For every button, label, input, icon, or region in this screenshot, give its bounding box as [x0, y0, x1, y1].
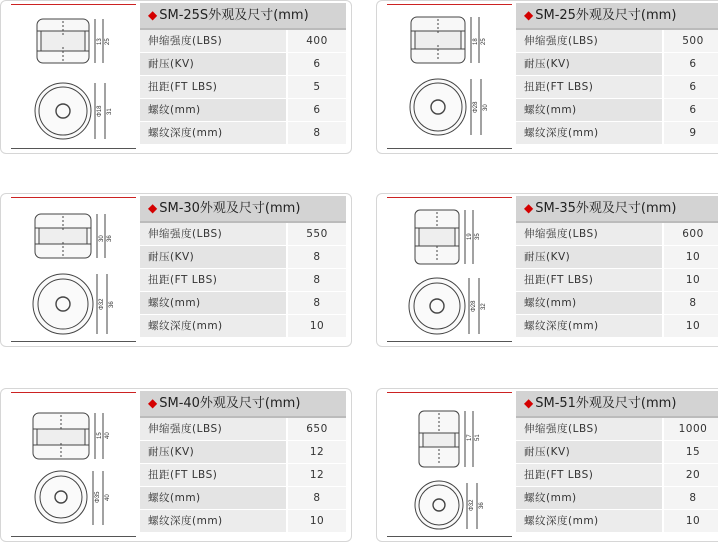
dimension-drawing: [385, 393, 515, 539]
table-row: [516, 122, 718, 145]
dim-label: 32: [481, 303, 487, 310]
dim-label: 13: [97, 38, 103, 45]
spec-title: ◆ SM-40外观及尺寸(mm): [140, 391, 346, 418]
table-row: [140, 99, 346, 122]
dim-label: 25: [105, 38, 111, 45]
row-value: 650: [286, 418, 346, 441]
spec-table: [516, 391, 718, 533]
row-label: 螺纹深度(mm): [140, 510, 286, 533]
table-row: [516, 99, 718, 122]
table-row: [140, 441, 346, 464]
product-card-sm51: [376, 388, 718, 542]
row-label: 伸缩强度(LBS): [516, 30, 662, 53]
dim-label: 18: [473, 38, 479, 45]
row-label: 伸缩强度(LBS): [516, 418, 662, 441]
dimension-drawing: [385, 198, 515, 344]
row-value: 12: [286, 441, 346, 464]
row-label: 耐压(KV): [140, 53, 286, 76]
base-rule: [387, 341, 512, 342]
table-row: [140, 510, 346, 533]
dim-label: Φ18: [97, 105, 103, 117]
red-rule: [387, 4, 512, 5]
row-value: 6: [662, 76, 718, 99]
dim-label: Φ32: [469, 499, 475, 511]
dim-label: 36: [479, 502, 485, 509]
row-value: 400: [286, 30, 346, 53]
dim-label: Φ28: [473, 101, 479, 113]
red-rule: [11, 392, 136, 393]
table-row: [516, 30, 718, 53]
row-value: 20: [662, 464, 718, 487]
table-row: [140, 292, 346, 315]
row-label: 螺纹(mm): [516, 487, 662, 510]
diamond-icon: ◆: [524, 201, 534, 215]
table-row: [516, 510, 718, 533]
dimension-drawing: [9, 198, 139, 344]
row-value: 10: [662, 246, 718, 269]
row-value: 15: [662, 441, 718, 464]
table-row: [140, 53, 346, 76]
spec-title: ◆ SM-51外观及尺寸(mm): [516, 391, 718, 418]
dim-label: 17: [467, 434, 473, 441]
table-row: [516, 292, 718, 315]
dim-label: 36: [107, 235, 113, 242]
dimension-drawing: [9, 393, 139, 539]
diamond-icon: ◆: [524, 8, 534, 22]
dim-label: 19: [467, 233, 473, 240]
spec-table: [140, 196, 346, 338]
row-value: 500: [662, 30, 718, 53]
table-row: [140, 246, 346, 269]
red-rule: [387, 197, 512, 198]
row-label: 螺纹(mm): [140, 99, 286, 122]
row-value: 5: [286, 76, 346, 99]
diamond-icon: ◆: [524, 396, 534, 410]
table-row: [140, 76, 346, 99]
dim-label: Φ35: [95, 491, 101, 503]
table-row: [516, 487, 718, 510]
row-value: 550: [286, 223, 346, 246]
row-label: 伸缩强度(LBS): [140, 418, 286, 441]
row-value: 8: [286, 269, 346, 292]
row-label: 耐压(KV): [140, 441, 286, 464]
red-rule: [387, 392, 512, 393]
row-label: 扭距(FT LBS): [516, 76, 662, 99]
product-card-sm30: [0, 193, 352, 347]
table-row: [516, 441, 718, 464]
spec-table: [140, 3, 346, 145]
dim-label: 40: [105, 494, 111, 501]
diamond-icon: ◆: [148, 396, 158, 410]
row-label: 螺纹(mm): [516, 99, 662, 122]
row-value: 6: [286, 99, 346, 122]
spec-table: [516, 3, 718, 145]
base-rule: [387, 536, 512, 537]
diamond-icon: ◆: [148, 8, 158, 22]
dim-label: 30: [483, 104, 489, 111]
row-label: 扭距(FT LBS): [140, 76, 286, 99]
base-rule: [11, 536, 136, 537]
dimension-drawing: [9, 5, 139, 151]
dim-label: 35: [475, 233, 481, 240]
row-label: 耐压(KV): [516, 441, 662, 464]
table-row: [516, 464, 718, 487]
table-row: [140, 122, 346, 145]
dim-label: 36: [109, 301, 115, 308]
row-value: 8: [662, 487, 718, 510]
row-label: 伸缩强度(LBS): [140, 223, 286, 246]
spec-title: ◆ SM-35外观及尺寸(mm): [516, 196, 718, 223]
red-rule: [11, 197, 136, 198]
row-value: 12: [286, 464, 346, 487]
table-row: [140, 269, 346, 292]
spec-table: [516, 196, 718, 338]
dim-label: Φ32: [99, 298, 105, 310]
table-row: [516, 223, 718, 246]
row-value: 10: [662, 510, 718, 533]
spec-table: [140, 391, 346, 533]
product-card-sm40: [0, 388, 352, 542]
product-card-sm25: [376, 0, 718, 154]
row-label: 伸缩强度(LBS): [140, 30, 286, 53]
row-value: 10: [286, 315, 346, 338]
row-value: 8: [286, 487, 346, 510]
red-rule: [11, 4, 136, 5]
row-value: 6: [662, 99, 718, 122]
row-label: 扭距(FT LBS): [140, 464, 286, 487]
row-label: 扭距(FT LBS): [516, 464, 662, 487]
row-label: 耐压(KV): [516, 246, 662, 269]
diamond-icon: ◆: [148, 201, 158, 215]
table-row: [140, 30, 346, 53]
dim-label: Φ28: [471, 300, 477, 312]
row-value: 8: [662, 292, 718, 315]
table-row: [140, 487, 346, 510]
row-label: 螺纹(mm): [516, 292, 662, 315]
row-label: 耐压(KV): [140, 246, 286, 269]
base-rule: [11, 148, 136, 149]
row-label: 螺纹(mm): [140, 292, 286, 315]
table-row: [516, 315, 718, 338]
spec-title: ◆ SM-30外观及尺寸(mm): [140, 196, 346, 223]
row-value: 8: [286, 122, 346, 145]
dim-label: 31: [107, 108, 113, 115]
row-value: 8: [286, 292, 346, 315]
dim-label: 15: [97, 432, 103, 439]
row-value: 9: [662, 122, 718, 145]
row-label: 螺纹(mm): [140, 487, 286, 510]
table-row: [516, 269, 718, 292]
table-row: [516, 53, 718, 76]
row-value: 10: [662, 269, 718, 292]
spec-title: ◆ SM-25S外观及尺寸(mm): [140, 3, 346, 30]
row-label: 耐压(KV): [516, 53, 662, 76]
base-rule: [387, 148, 512, 149]
row-label: 扭距(FT LBS): [516, 269, 662, 292]
row-value: 8: [286, 246, 346, 269]
table-row: [140, 223, 346, 246]
dim-label: 51: [475, 434, 481, 441]
row-value: 6: [662, 53, 718, 76]
row-label: 扭距(FT LBS): [140, 269, 286, 292]
row-value: 10: [286, 510, 346, 533]
row-value: 1000: [662, 418, 718, 441]
row-label: 螺纹深度(mm): [516, 315, 662, 338]
dim-label: 40: [105, 432, 111, 439]
row-value: 6: [286, 53, 346, 76]
dim-label: 25: [481, 38, 487, 45]
row-value: 10: [662, 315, 718, 338]
row-label: 螺纹深度(mm): [516, 122, 662, 145]
table-row: [516, 76, 718, 99]
dimension-drawing: [385, 5, 515, 151]
row-value: 600: [662, 223, 718, 246]
table-row: [140, 418, 346, 441]
table-row: [140, 464, 346, 487]
row-label: 螺纹深度(mm): [140, 315, 286, 338]
row-label: 伸缩强度(LBS): [516, 223, 662, 246]
row-label: 螺纹深度(mm): [516, 510, 662, 533]
base-rule: [11, 341, 136, 342]
product-card-sm35: [376, 193, 718, 347]
product-card-sm25s: [0, 0, 352, 154]
spec-title: ◆ SM-25外观及尺寸(mm): [516, 3, 718, 30]
table-row: [516, 418, 718, 441]
dim-label: 30: [99, 235, 105, 242]
row-label: 螺纹深度(mm): [140, 122, 286, 145]
table-row: [140, 315, 346, 338]
table-row: [516, 246, 718, 269]
